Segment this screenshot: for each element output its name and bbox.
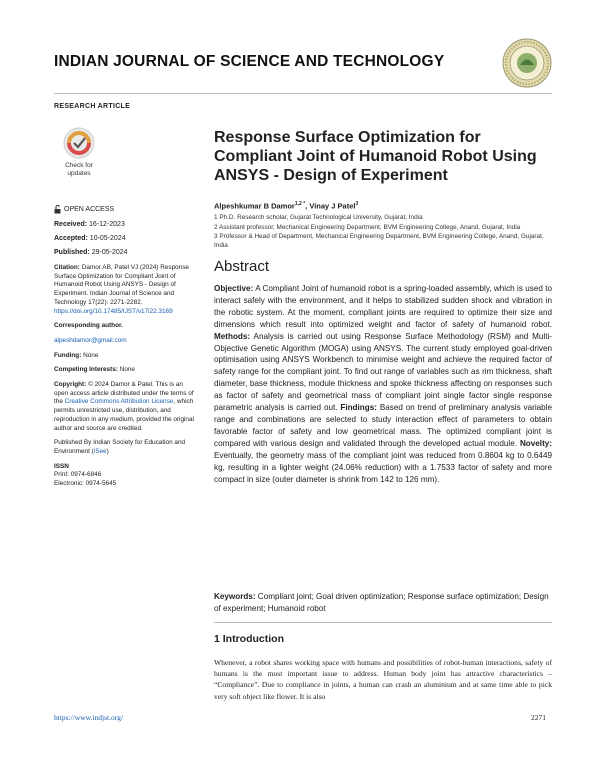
- author-affil-marker: 3: [355, 201, 359, 207]
- publisher-text: Published By Indian Society for Education and Environment (: [54, 439, 186, 455]
- page-number: 2271: [531, 713, 546, 722]
- article-title: Response Surface Optimization for Compliant Joint of Humanoid Robot Using ANSYS - Design of Experiment: [214, 129, 537, 184]
- corresponding-email-link[interactable]: alpeshdamor@gmail.com: [54, 336, 127, 344]
- citation-text: Damor AB, Patel VJ (2024) Response Surface Optimization for Compliant Joint of Humanoid Robot Using ANSYS - Design of Experiment. Indian Journal of Science and Technology 17(22): 2271-2282.: [54, 264, 189, 306]
- abstract-divider: [214, 622, 552, 623]
- author-name: , Vinay J Patel: [305, 201, 356, 211]
- objective-text: A Compliant Joint of humanoid robot is a spring-loaded assembly, which is used to interact safely with the environment, and it helps to stabilized sudden shock and vibration in the robotic system. At the moment, compliant joints are required to optimize their size and dimensions which result into optimized weight and factor of safety of humanoid robot.: [214, 284, 552, 329]
- copyright-label: Copyright:: [54, 381, 87, 389]
- funding-value: None: [83, 351, 99, 359]
- methods-text: Analysis is carried out using Response Surface Methodology (RSM) and Multi-Objective Genetic Algorithm (MOGA) using ANSYS. The current study employed goal-driven optimisation using ANSYS Workbench to minimise weight and achieve the required factor of safety range for the compliant joint. To find out range of variables such as rim thickness, shaft diameter, base thickness, module thickness and spoke thickness affecting on responses such as factor of safety and geometrical mass of compliant joint single factor single response parametric analysis is carried out.: [214, 331, 552, 413]
- citation-label: Citation:: [54, 264, 80, 271]
- affiliation-item: 2 Assistant professor, Mechanical Engineering Department, BVM Engineering College, Anand, Gujarat, India: [214, 223, 521, 231]
- check-badge-line2: updates: [67, 170, 91, 177]
- competing-value: None: [119, 366, 135, 374]
- citation-block: [54, 264, 194, 316]
- issn-electronic: Electronic: 0974-5645: [54, 480, 117, 488]
- findings-label: Findings:: [340, 403, 377, 413]
- journal-logo-icon: [502, 38, 552, 88]
- journal-title: INDIAN JOURNAL OF SCIENCE AND TECHNOLOGY: [54, 53, 445, 70]
- date-label: Accepted:: [54, 235, 88, 242]
- date-value: 10-05-2024: [89, 235, 126, 242]
- issn-block: [54, 463, 194, 489]
- corresponding-author-block: [54, 322, 194, 345]
- author-name: Alpeshkumar B Damor: [214, 201, 295, 211]
- affiliations: [214, 214, 554, 252]
- issn-print: Print: 0974-6846: [54, 471, 102, 479]
- publisher-block: [54, 439, 194, 456]
- abstract-heading: Abstract: [214, 258, 270, 275]
- check-updates-icon: [57, 126, 101, 160]
- competing-interests-block: [54, 366, 194, 375]
- date-accepted: [54, 232, 128, 246]
- date-value: 29-05-2024: [91, 249, 128, 256]
- open-lock-icon: [54, 205, 61, 214]
- funding-label: Funding:: [54, 351, 82, 359]
- open-access-text: OPEN ACCESS: [64, 206, 115, 213]
- findings-text: Based on trend of preliminary analysis variable range and combinations are selected to study interaction effect of parameters to obtain favorable factor of safety and low geometrical mass. The optimized compliant joint is compared with various design and validated through the developed actual module.: [214, 403, 552, 448]
- license-link[interactable]: Creative Commons Attribution License: [64, 398, 174, 406]
- date-value: 16-12-2023: [89, 221, 125, 228]
- introduction-heading: 1 Introduction: [214, 633, 284, 645]
- sidebar-info: [54, 264, 194, 495]
- novelty-label: Novelty:: [519, 438, 552, 448]
- keywords-text: Compliant joint; Goal driven optimization; Response surface optimization; Design of experiment; Humanoid robot: [214, 592, 549, 613]
- competing-label: Competing Interests:: [54, 366, 118, 374]
- keywords: [214, 591, 552, 615]
- date-label: Published:: [54, 249, 90, 256]
- article-dates: [54, 218, 128, 260]
- corresponding-label: Corresponding author.: [54, 322, 123, 330]
- objective-label: Objective:: [214, 284, 254, 293]
- header-divider: [54, 93, 552, 94]
- publisher-end: ): [106, 447, 109, 455]
- methods-label: Methods:: [214, 331, 251, 341]
- check-badge-line1: Check for: [65, 162, 93, 169]
- copyright-text-2: , which permits unrestricted use, distribution, and reproduction in any medium, provided the original author and source are credited.: [54, 398, 194, 432]
- issn-label: ISSN: [54, 462, 69, 470]
- date-published: [54, 246, 128, 260]
- introduction-text: Whenever, a robot shares working space with humans and possibilities of robot-human interactions, safety of humans is the most important issue to address. Human body joint has attractive characteristics – “Compliance”. Due to compliance in joints, a human can crash an aluminium and at same time able to pick very soft object like flower. It is also: [214, 658, 552, 701]
- author-affil-marker: 1,2 *: [294, 201, 306, 207]
- author-list: [214, 201, 358, 211]
- novelty-text: Eventually, the geometry mass of the compliant joint was reduced from 0.8604 kg to 0.6449 kg, resulting in a lighter weight (24.06% reduction) with a 1.7533 factor of safety and more compact in size (outer diameter is shrink from 142 to 126 mm).: [214, 450, 552, 484]
- abstract-body: [214, 283, 552, 485]
- open-access-label: [54, 205, 114, 214]
- check-for-updates-badge[interactable]: [57, 126, 101, 184]
- date-label: Received:: [54, 221, 88, 228]
- copyright-block: [54, 381, 194, 433]
- article-type: RESEARCH ARTICLE: [54, 103, 131, 110]
- funding-block: [54, 352, 194, 361]
- affiliation-item: 3 Professor & Head of Department, Mechanical Engineering Department, BVM Engineering College, Anand, Gujarat, India: [214, 233, 544, 250]
- affiliation-item: 1 Ph.D. Research scholar, Gujarat Technological University, Gujarat, India: [214, 214, 423, 221]
- publisher-link[interactable]: iSee: [93, 447, 107, 455]
- copyright-text: © 2024 Damor & Patel. This is an open access article distributed under the terms of the: [54, 381, 194, 406]
- citation-doi-link[interactable]: https://doi.org/10.17485/IJST/v17i22.3169: [54, 307, 173, 315]
- keywords-label: Keywords:: [214, 592, 256, 601]
- date-received: [54, 218, 128, 232]
- footer-journal-link[interactable]: https://www.indjst.org/: [54, 713, 123, 722]
